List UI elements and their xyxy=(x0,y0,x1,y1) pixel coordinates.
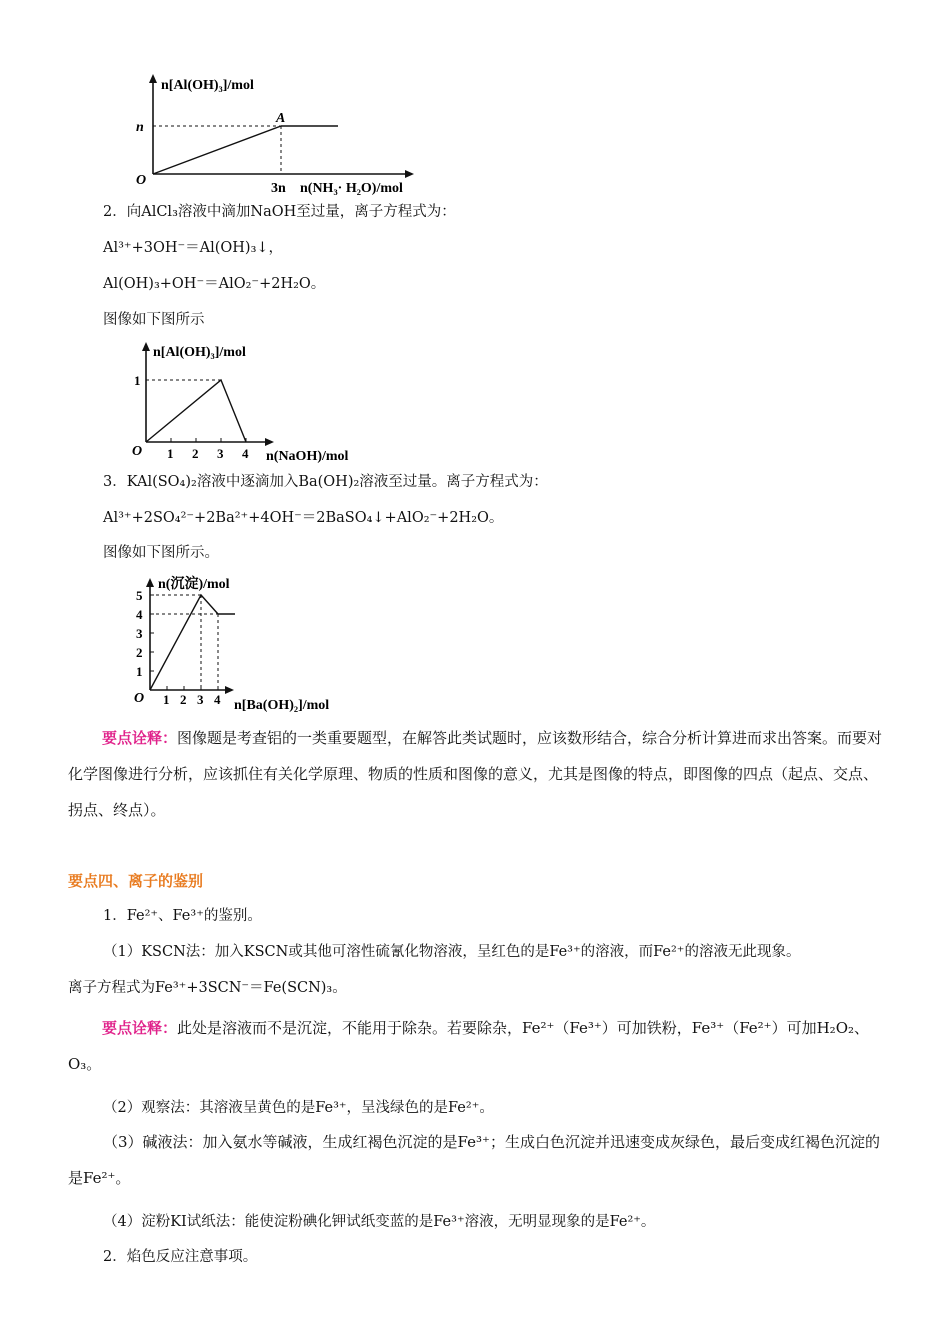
graph-1 xyxy=(128,72,438,198)
graph-3 xyxy=(128,572,368,714)
g1-point: A xyxy=(276,111,286,126)
note1 xyxy=(68,720,886,828)
method3: （3）碱液法：加入氨水等碱液，生成红褐色沉淀的是Fe³⁺；生成白色沉淀并迅速变成灰绿色，最后变成红褐色沉淀的是Fe²⁺。 xyxy=(68,1133,880,1187)
g3-xtick-label-3: 3 xyxy=(197,692,204,707)
g3-ytick-label-2: 2 xyxy=(136,645,143,660)
g1-ytick: n xyxy=(136,120,144,135)
g3-ytick-label-5: 5 xyxy=(136,588,143,603)
g3-ticks xyxy=(136,588,221,707)
g2-series-line xyxy=(146,380,246,442)
s2-caption: 图像如下图所示 xyxy=(103,312,205,328)
g3-origin: O xyxy=(134,691,145,706)
note2-body: 此处是溶液而不是沉淀，不能用于除杂。若要除杂，Fe²⁺（Fe³⁺）可加铁粉，Fe³⁺（Fe²⁺）可加H₂O₂、O₃。 xyxy=(68,1019,870,1073)
g1-ylabel: n[Al(OH)₃]/mol xyxy=(161,78,254,93)
g2-xtick-label-4: 4 xyxy=(242,446,249,461)
s2-eq2: Al(OH)₃+OH⁻＝AlO₂⁻+2H₂O。 xyxy=(103,276,326,292)
g2-y-arrow xyxy=(142,342,150,351)
g2-xtick-label-3: 3 xyxy=(217,446,224,461)
g2-xlabel: n(NaOH)/mol xyxy=(266,449,349,464)
graph-2 xyxy=(128,338,378,468)
note2-label: 要点诠释： xyxy=(102,1019,178,1037)
method2: （2）观察法：其溶液呈黄色的是Fe³⁺，呈浅绿色的是Fe²⁺。 xyxy=(103,1100,494,1116)
note1-body: 图像题是考查铝的一类重要题型，在解答此类试题时，应该数形结合，综合分析计算进而求出答案。而要对化学图像进行分析，应该抓住有关化学原理、物质的性质和图像的意义，尤其是图像的特点，即图像的四点（起点、交点、拐点、终点）。 xyxy=(68,729,883,819)
item2: 2．焰色反应注意事项。 xyxy=(103,1249,258,1265)
g3-ylabel: n(沉淀)/mol xyxy=(158,577,230,592)
g3-xtick-label-1: 1 xyxy=(163,692,170,707)
g1-xtick: 3n xyxy=(271,181,286,196)
g3-ytick-label-3: 3 xyxy=(136,626,143,641)
g2-xtick-label-2: 2 xyxy=(192,446,199,461)
g2-xtick-label-1: 1 xyxy=(167,446,174,461)
heading-4: 要点四、离子的鉴别 xyxy=(68,872,204,890)
g1-y-arrow xyxy=(149,74,157,83)
note2 xyxy=(68,1010,886,1082)
s2-eq1: Al³⁺+3OH⁻＝Al(OH)₃↓， xyxy=(103,240,284,256)
g2-origin: O xyxy=(132,444,143,459)
g3-xtick-label-4: 4 xyxy=(214,692,221,707)
s3-title: 3．KAl(SO₄)₂溶液中逐滴加入Ba(OH)₂溶液至过量。离子方程式为： xyxy=(103,474,548,490)
g2-ticks xyxy=(134,373,249,461)
g2-x-arrow xyxy=(265,438,274,446)
g3-ytick-label-4: 4 xyxy=(136,607,143,622)
method1: （1）KSCN法：加入KSCN或其他可溶性硫氰化物溶液，呈红色的是Fe³⁺的溶液，而Fe²⁺的溶液无此现象。 xyxy=(103,944,801,960)
g2-ylabel: n[Al(OH)₃]/mol xyxy=(153,345,246,360)
g1-xlabel: n(NH₃· H₂O)/mol xyxy=(300,181,403,196)
g1-origin: O xyxy=(136,173,147,188)
s3-eq: Al³⁺+2SO₄²⁻+2Ba²⁺+4OH⁻＝2BaSO₄↓+AlO₂⁻+2H₂O。 xyxy=(103,510,504,526)
g3-xtick-label-2: 2 xyxy=(180,692,187,707)
g1-rise xyxy=(153,126,281,174)
g3-x-arrow xyxy=(225,686,234,694)
s2-title: 2．向AlCl₃溶液中滴加NaOH至过量，离子方程式为： xyxy=(103,204,456,220)
g1-x-arrow xyxy=(405,170,414,178)
g3-y-arrow xyxy=(146,578,154,587)
s3-caption: 图像如下图所示。 xyxy=(103,545,219,561)
g2-ytick-label-1: 1 xyxy=(134,373,141,388)
item1: 1．Fe²⁺、Fe³⁺的鉴别。 xyxy=(103,908,262,924)
method4: （4）淀粉KI试纸法：能使淀粉碘化钾试纸变蓝的是Fe³⁺溶液，无明显现象的是Fe²⁺。 xyxy=(103,1214,656,1230)
note1-label: 要点诠释： xyxy=(102,729,178,747)
method1b: 离子方程式为Fe³⁺+3SCN⁻＝Fe(SCN)₃。 xyxy=(68,980,347,996)
g3-dashes xyxy=(150,595,218,690)
g3-series-line xyxy=(150,595,235,690)
g3-xlabel: n[Ba(OH)₂]/mol xyxy=(234,698,330,713)
g3-ytick-label-1: 1 xyxy=(136,664,143,679)
